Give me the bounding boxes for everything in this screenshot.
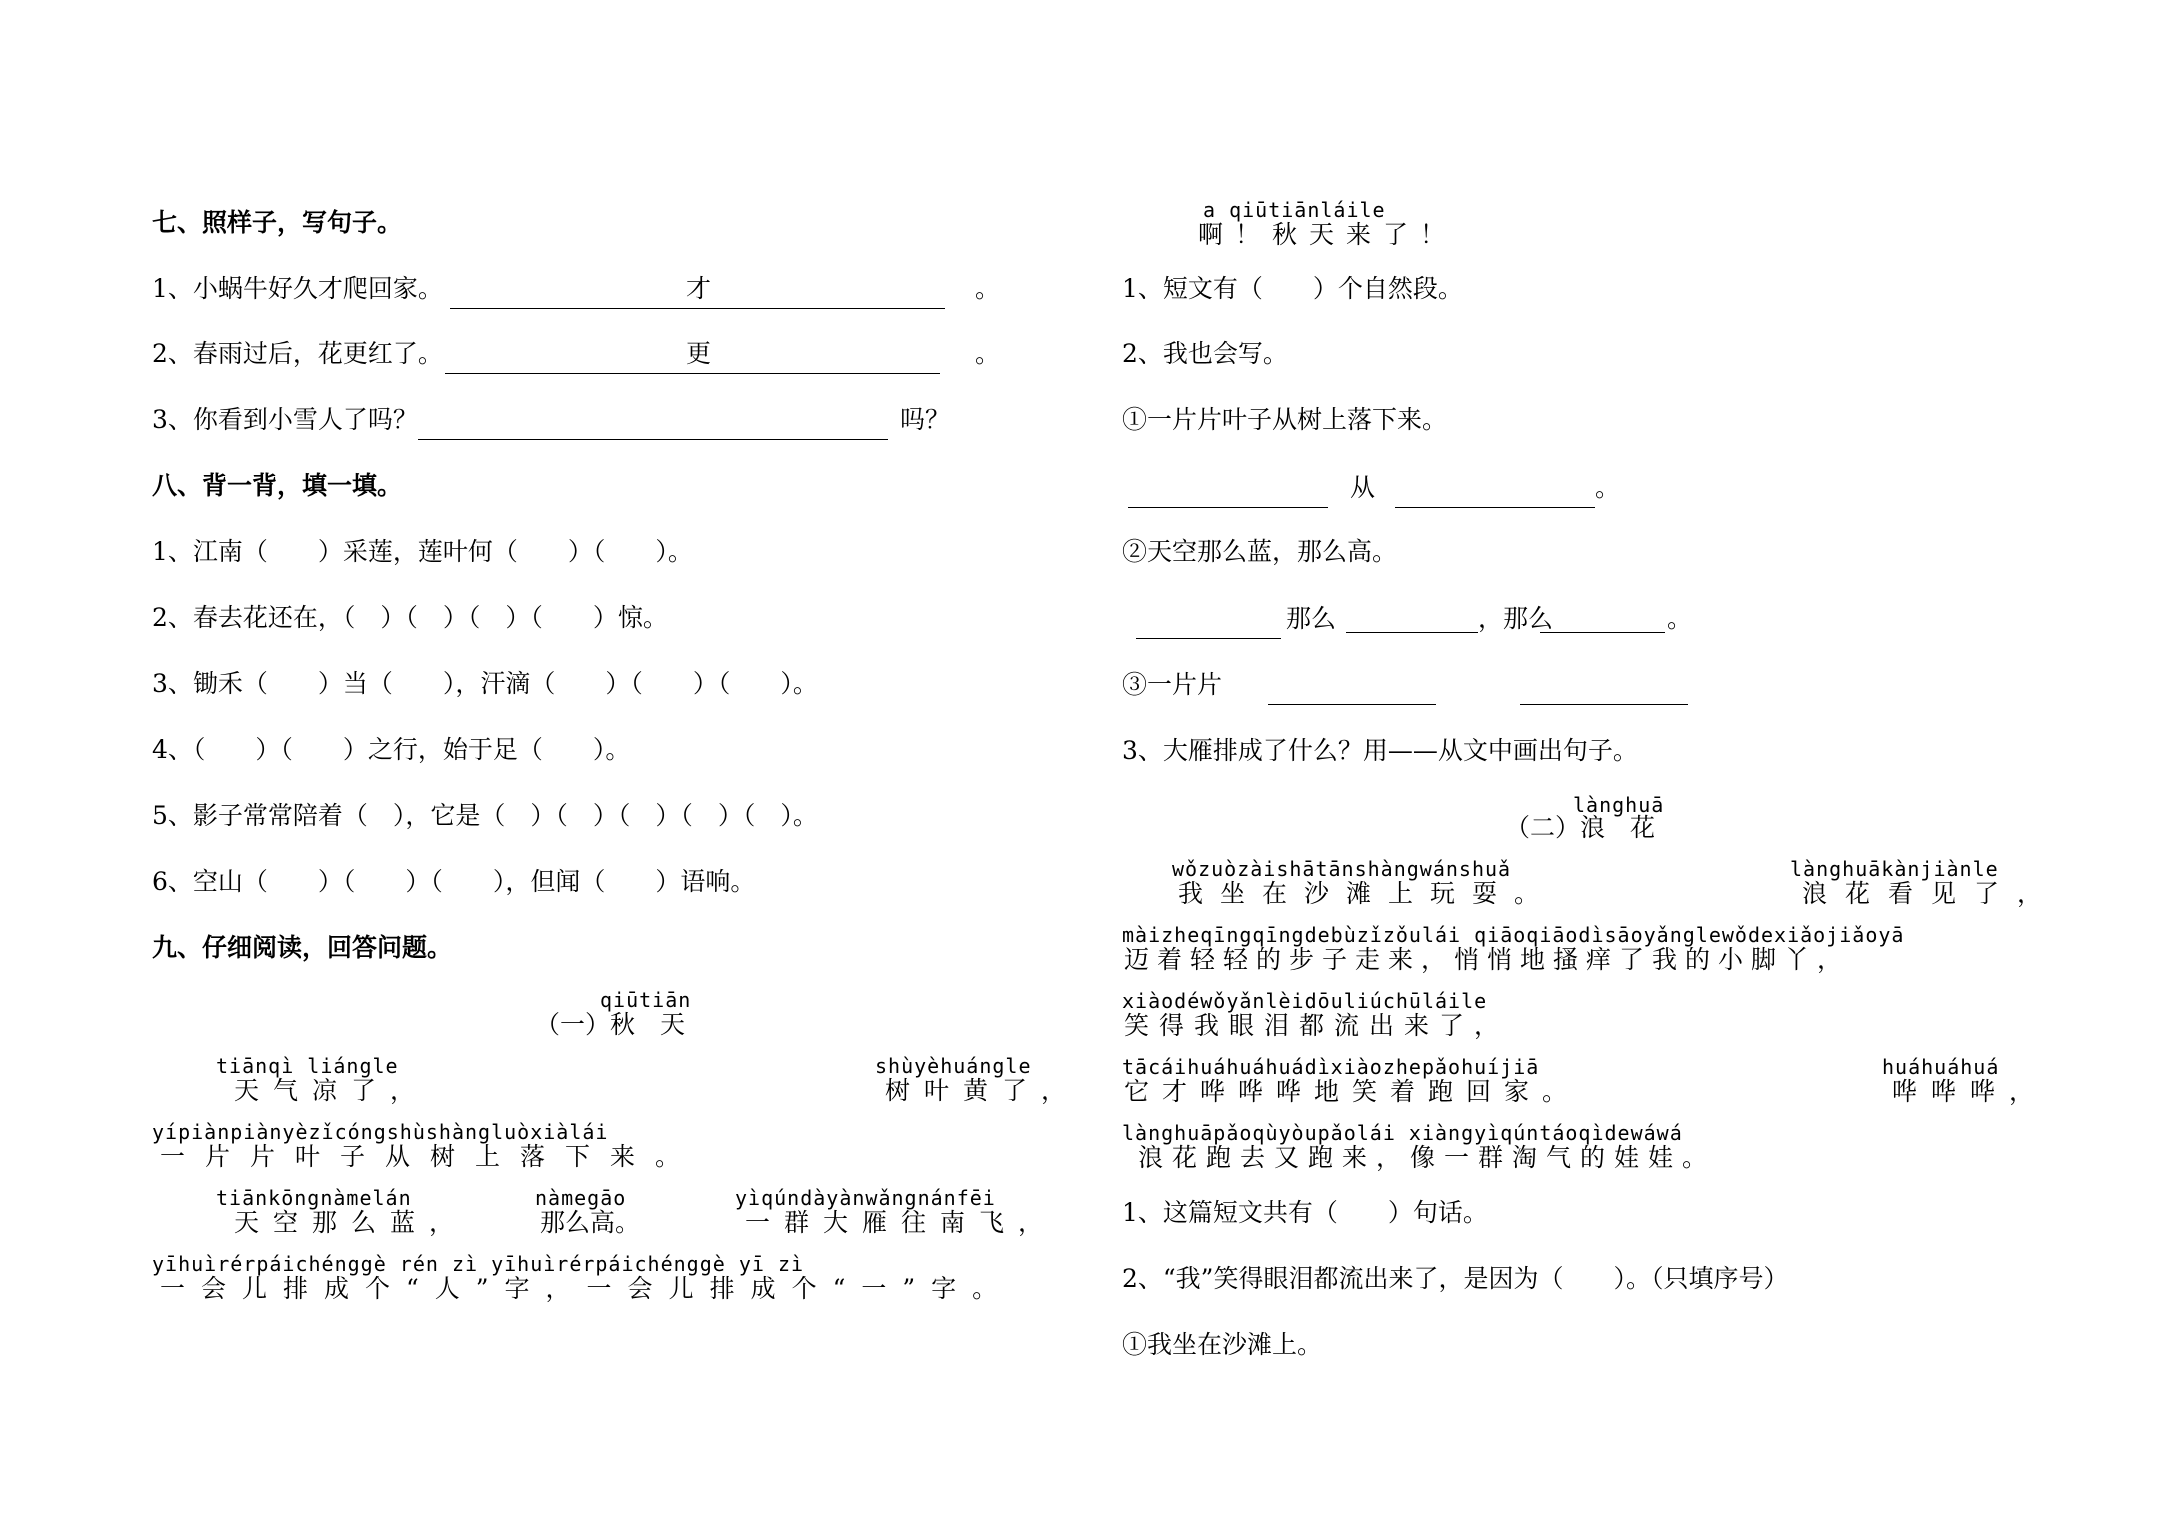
p1-line4-pinyin: tiānkōngnàmelán [216,1186,412,1210]
exclaim-pinyin: a qiūtiānláile [1203,198,1386,222]
passage1-title-pinyin: qiūtiān [600,988,692,1012]
r-s1-mid: 从 [1350,473,1376,502]
r-s3-blank-1[interactable] [1268,704,1436,705]
r-q2: 2、我也会写。 [1122,339,1288,368]
s7-q1-end: 。 [975,274,1001,303]
p2-line3-pinyin: màizheqīngqīngdebùzǐzǒulái qiāoqiāodìsāoyǎnglewǒdexiǎojiǎoyā [1122,923,1905,947]
p2-line4-text: 笑得我眼泪都流出来了， [1124,1011,1510,1040]
s8-item-4: 4、（ ）（ ）之行，始于足（ ）。 [152,735,631,764]
p1-line3-pinyin: yípiànpiànyèzǐcóngshùshàngluòxiàlái [152,1120,609,1144]
p2-line5-pinyin: tācáihuáhuáhuádìxiàozhepǎohuíjiā [1122,1055,1540,1079]
r-s2-b: ，那么 [1478,604,1554,633]
s7-q3-prompt: 3、你看到小雪人了吗？ [152,405,418,434]
p1-line4-text: 天空那么蓝， [234,1208,469,1237]
passage1-title: （一）秋 天 [535,1010,686,1039]
s7-q3-end: 吗？ [900,405,951,434]
p2-question-2: 2、“我”笑得眼泪都流出来了，是因为（ ）。（只填序号） [1122,1264,1789,1293]
p1-line2-text: 树叶黄了， [885,1076,1081,1105]
p2-line1-pinyin: wǒzuòzàishātānshàngwánshuǎ [1172,857,1512,881]
s7-q2-end: 。 [975,339,1001,368]
section-7-heading: 七、照样子，写句子。 [152,208,403,237]
p1-line1-pinyin: tiānqì liángle [216,1054,399,1078]
r-s2-blank-3[interactable] [1540,632,1665,633]
passage2-title-pinyin: lànghuā [1573,793,1665,817]
p2-line1-text: 我坐在沙滩上玩耍。 [1178,879,1557,908]
r-s2: ②天空那么蓝，那么高。 [1122,537,1398,566]
p1-line6-pinyin: yìqúndàyànwǎngnánfēi [735,1186,996,1210]
r-s2-a: 那么 [1286,604,1337,633]
s8-item-3: 3、锄禾（ ）当（ ），汗滴（ ）（ ）（ ）。 [152,669,818,698]
r-q1: 1、短文有（ ）个自然段。 [1122,274,1463,303]
s7-q1-mid: 才 [686,274,712,303]
section-8-heading: 八、背一背，填一填。 [152,471,403,500]
s8-item-2: 2、春去花还在，（ ）（ ）（ ）（ ）惊。 [152,603,668,632]
p1-line7-text: 一会儿排成个“人”字，一会儿排成个“一”字。 [160,1274,1014,1303]
r-s1-blank-1[interactable] [1128,507,1328,508]
s8-item-5: 5、影子常常陪着（ ），它是（ ）（ ）（ ）（ ）（ ）。 [152,801,818,830]
r-q3: 3、大雁排成了什么？用——从文中画出句子。 [1122,736,1638,765]
p1-line5-pinyin: nàmegāo [535,1186,627,1210]
r-s1-blank-2[interactable] [1395,507,1595,508]
r-s1: ①一片片叶子从树上落下来。 [1122,405,1448,434]
r-s2-blank-1[interactable] [1136,638,1281,639]
s7-q2-answer-line[interactable] [445,373,940,374]
p1-line3-text: 一片片叶子从树上落下来。 [160,1142,701,1171]
s7-q1-answer-line[interactable] [450,308,945,309]
r-s2-end: 。 [1667,604,1693,633]
p2-line6-pinyin: huáhuáhuá [1882,1055,2000,1079]
p2-line2-text: 浪花看见了， [1802,879,2061,908]
p1-line2-pinyin: shùyèhuángle [875,1054,1032,1078]
s7-q2-mid: 更 [686,339,712,368]
s7-q1-prompt: 1、小蜗牛好久才爬回家。 [152,274,443,303]
p2-line2-pinyin: lànghuākànjiànle [1790,857,1999,881]
p2-question-1: 1、这篇短文共有（ ）句话。 [1122,1198,1488,1227]
s8-item-6: 6、空山（ ）（ ）（ ），但闻（ ）语响。 [152,867,756,896]
p1-line1-text: 天气凉了， [234,1076,430,1105]
r-s3: ③一片片 [1122,670,1223,699]
p2-line4-pinyin: xiàodéwǒyǎnlèidōuliúchūláile [1122,989,1488,1013]
passage2-title: （二）浪 花 [1505,813,1656,842]
exclaim-text: 啊！秋天来了！ [1198,220,1458,249]
p1-line5-text: 那么高。 [540,1208,641,1237]
p2-line5-text: 它才哗哗哗地笑着跑回家。 [1124,1077,1581,1106]
p1-line7-pinyin: yīhuìrérpáichénggè rén zì yīhuìrérpáichénggè yī zì [152,1252,805,1276]
r-s2-blank-2[interactable] [1346,632,1478,633]
s8-item-1: 1、江南（ ）采莲，莲叶何（ ）（ ）。 [152,537,693,566]
p2-line6-text: 哗哗哗， [1892,1077,2049,1106]
p2-line7-text: 浪花跑去又跑来，像一群淘气的娃娃。 [1138,1143,1717,1172]
r-s3-blank-2[interactable] [1520,704,1688,705]
p2-line3-text: 迈着轻轻的步子走来，悄悄地搔痒了我的小脚丫， [1124,945,1851,974]
p1-line6-text: 一群大雁往南飞， [745,1208,1058,1237]
s7-q2-prompt: 2、春雨过后，花更红了。 [152,339,443,368]
section-9-heading: 九、仔细阅读，回答问题。 [152,933,453,962]
p2-question-2-option-1: ①我坐在沙滩上。 [1122,1330,1323,1359]
p2-line7-pinyin: lànghuāpǎoqùyòupǎolái xiàngyìqúntáoqìdewáwá [1122,1121,1683,1145]
s7-q3-answer-line[interactable] [418,439,888,440]
r-s1-end: 。 [1595,473,1621,502]
